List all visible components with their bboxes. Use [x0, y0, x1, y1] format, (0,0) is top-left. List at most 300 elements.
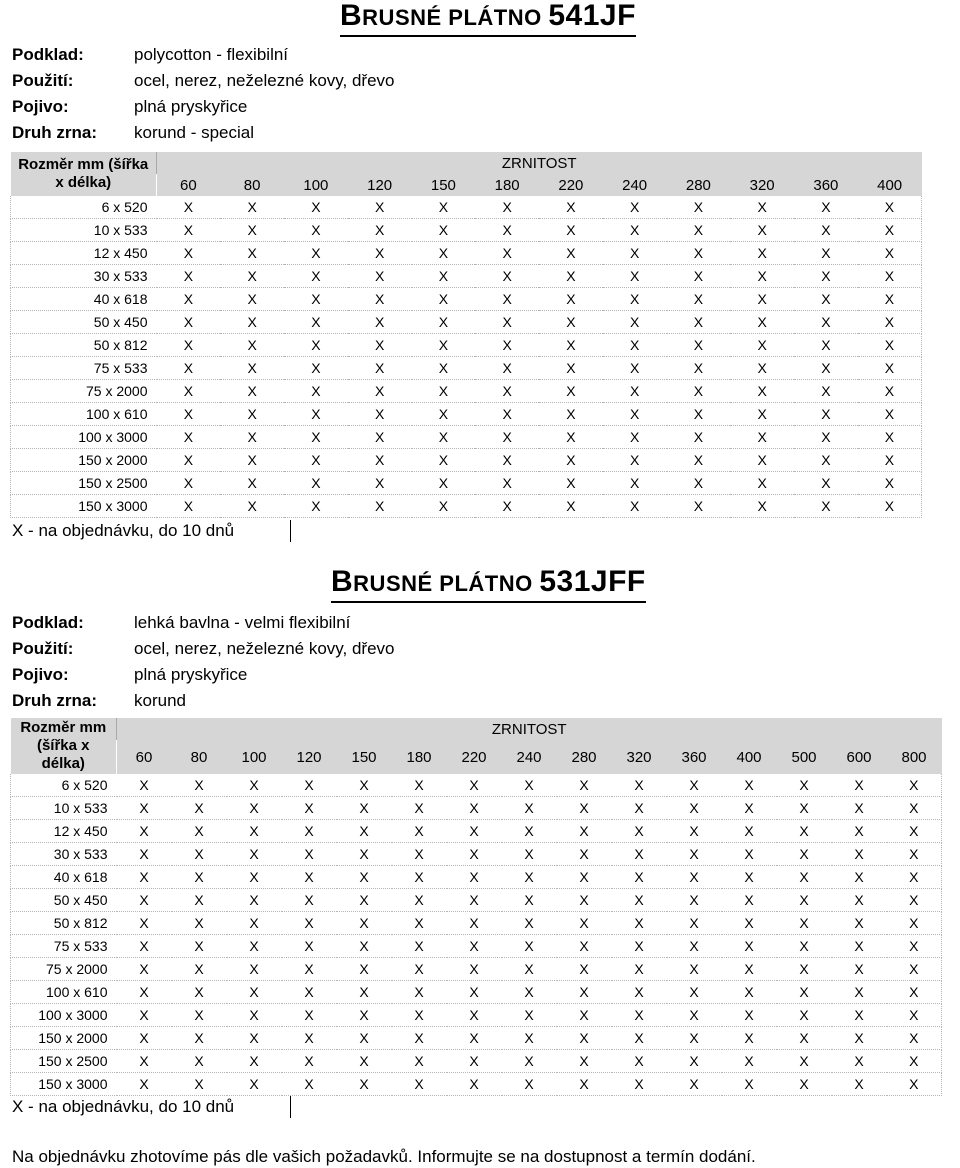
availability-cell: X: [603, 472, 667, 495]
size-cell: 75 x 2000: [11, 380, 157, 403]
availability-cell: X: [832, 1073, 887, 1096]
availability-cell: X: [502, 843, 557, 866]
availability-cell: X: [730, 357, 794, 380]
grit-header-cell: 150: [412, 174, 476, 196]
grit-header-cell: 100: [227, 740, 282, 774]
table-row: [11, 311, 922, 334]
availability-cell: X: [502, 820, 557, 843]
spec-row: [12, 636, 395, 662]
availability-cell: X: [722, 958, 777, 981]
spec-row: [12, 42, 395, 68]
availability-cell: X: [887, 958, 942, 981]
availability-cell: X: [282, 797, 337, 820]
text-cursor: [290, 1096, 291, 1118]
availability-cell: X: [887, 866, 942, 889]
grit-header-cell: 360: [794, 174, 858, 196]
availability-cell: X: [412, 288, 476, 311]
availability-cell: X: [667, 1027, 722, 1050]
availability-cell: X: [730, 449, 794, 472]
table-row: [11, 265, 922, 288]
availability-cell: X: [667, 495, 731, 518]
availability-cell: X: [172, 958, 227, 981]
size-cell: 100 x 610: [11, 403, 157, 426]
availability-cell: X: [392, 1073, 447, 1096]
availability-cell: X: [475, 311, 539, 334]
availability-cell: X: [667, 472, 731, 495]
spec-value: lehká bavlna - velmi flexibilní: [134, 613, 351, 632]
availability-cell: X: [730, 242, 794, 265]
size-cell: 10 x 533: [11, 797, 117, 820]
availability-cell: X: [475, 403, 539, 426]
title-code: 541JF: [548, 0, 636, 32]
table-row: [11, 242, 922, 265]
availability-cell: X: [612, 981, 667, 1004]
availability-cell: X: [777, 981, 832, 1004]
spec-value: plná pryskyřice: [134, 97, 248, 116]
availability-cell: X: [557, 1050, 612, 1073]
availability-cell: X: [117, 935, 172, 958]
availability-cell: X: [172, 797, 227, 820]
grit-header-cell: 500: [777, 740, 832, 774]
availability-cell: X: [227, 843, 282, 866]
availability-cell: X: [117, 1050, 172, 1073]
availability-cell: X: [612, 958, 667, 981]
grit-header-row: [11, 740, 942, 774]
table-row: [11, 981, 942, 1004]
availability-cell: X: [502, 774, 557, 797]
availability-cell: X: [117, 820, 172, 843]
grit-header-cell: 220: [539, 174, 603, 196]
availability-cell: X: [858, 334, 922, 357]
availability-cell: X: [348, 265, 412, 288]
spec-row: [12, 68, 395, 94]
availability-cell: X: [337, 1073, 392, 1096]
availability-cell: X: [730, 311, 794, 334]
spec-row: [12, 610, 395, 636]
availability-cell: X: [612, 1027, 667, 1050]
availability-cell: X: [794, 449, 858, 472]
availability-cell: X: [777, 958, 832, 981]
availability-cell: X: [794, 242, 858, 265]
availability-cell: X: [557, 820, 612, 843]
availability-cell: X: [172, 843, 227, 866]
size-cell: 50 x 812: [11, 912, 117, 935]
table-row: [11, 334, 922, 357]
size-cell: 150 x 3000: [11, 1073, 117, 1096]
grit-header-cell: 400: [858, 174, 922, 196]
spec-value: korund: [134, 691, 186, 710]
availability-cell: X: [282, 1004, 337, 1027]
availability-cell: X: [722, 797, 777, 820]
availability-cell: X: [612, 935, 667, 958]
availability-cell: X: [475, 334, 539, 357]
availability-cell: X: [858, 288, 922, 311]
availability-cell: X: [667, 380, 731, 403]
availability-cell: X: [220, 288, 284, 311]
availability-cell: X: [282, 889, 337, 912]
availability-cell: X: [227, 1073, 282, 1096]
grit-header-cell: 120: [348, 174, 412, 196]
availability-cell: X: [475, 219, 539, 242]
size-cell: 40 x 618: [11, 866, 117, 889]
spec-label: Pojivo:: [12, 97, 69, 116]
availability-cell: X: [282, 935, 337, 958]
availability-cell: X: [667, 774, 722, 797]
availability-cell: X: [858, 426, 922, 449]
size-cell: 30 x 533: [11, 265, 157, 288]
availability-cell: X: [282, 958, 337, 981]
table-row: [11, 889, 942, 912]
availability-cell: X: [539, 495, 603, 518]
table-row: [11, 357, 922, 380]
availability-cell: X: [730, 219, 794, 242]
title-code: 531JFF: [539, 565, 646, 598]
text-cursor: [290, 520, 291, 542]
availability-cell: X: [220, 495, 284, 518]
availability-cell: X: [858, 472, 922, 495]
availability-cell: X: [794, 311, 858, 334]
availability-cell: X: [157, 495, 221, 518]
grit-header-cell: 100: [284, 174, 348, 196]
availability-cell: X: [157, 219, 221, 242]
availability-cell: X: [282, 774, 337, 797]
availability-cell: X: [412, 334, 476, 357]
availability-cell: X: [337, 1050, 392, 1073]
availability-cell: X: [722, 866, 777, 889]
table-row: [11, 380, 922, 403]
availability-cell: X: [284, 196, 348, 219]
availability-cell: X: [832, 820, 887, 843]
table-row: [11, 866, 942, 889]
size-cell: 6 x 520: [11, 196, 157, 219]
availability-cell: X: [539, 311, 603, 334]
availability-cell: X: [220, 449, 284, 472]
availability-cell: X: [220, 242, 284, 265]
availability-cell: X: [858, 196, 922, 219]
availability-cell: X: [603, 495, 667, 518]
availability-cell: X: [832, 958, 887, 981]
availability-cell: X: [730, 334, 794, 357]
footer-note: Na objednávku zhotovíme pás dle vašich požadavků. Informujte se na dostupnost a termín dodání.: [12, 1147, 756, 1166]
availability-cell: X: [777, 935, 832, 958]
table-row: [11, 843, 942, 866]
availability-cell: X: [227, 935, 282, 958]
title-text: RUSNÉ PLÁTNO: [362, 5, 549, 30]
availability-cell: X: [412, 311, 476, 334]
availability-cell: X: [794, 288, 858, 311]
availability-cell: X: [348, 426, 412, 449]
availability-cell: X: [412, 403, 476, 426]
availability-cell: X: [348, 472, 412, 495]
grit-header-cell: 80: [172, 740, 227, 774]
availability-cell: X: [667, 1050, 722, 1073]
availability-cell: X: [722, 820, 777, 843]
availability-cell: X: [832, 1004, 887, 1027]
size-header-line: délka): [41, 755, 85, 772]
availability-cell: X: [227, 797, 282, 820]
availability-cell: X: [392, 843, 447, 866]
availability-cell: X: [722, 1073, 777, 1096]
spec-label: Druh zrna:: [12, 691, 97, 710]
availability-cell: X: [157, 403, 221, 426]
availability-cell: X: [220, 403, 284, 426]
availability-cell: X: [447, 1050, 502, 1073]
availability-cell: X: [157, 311, 221, 334]
availability-cell: X: [722, 774, 777, 797]
availability-cell: X: [794, 357, 858, 380]
availability-cell: X: [667, 426, 731, 449]
size-cell: 75 x 2000: [11, 958, 117, 981]
availability-cell: X: [557, 866, 612, 889]
availability-cell: X: [832, 774, 887, 797]
availability-cell: X: [832, 912, 887, 935]
availability-cell: X: [337, 935, 392, 958]
spec-label: Podklad:: [12, 45, 84, 64]
availability-cell: X: [412, 196, 476, 219]
availability-cell: X: [722, 889, 777, 912]
availability-cell: X: [777, 774, 832, 797]
availability-cell: X: [612, 820, 667, 843]
availability-cell: X: [412, 472, 476, 495]
availability-cell: X: [117, 866, 172, 889]
availability-cell: X: [412, 449, 476, 472]
availability-cell: X: [348, 449, 412, 472]
availability-cell: X: [157, 334, 221, 357]
availability-cell: X: [447, 935, 502, 958]
availability-cell: X: [603, 219, 667, 242]
size-cell: 150 x 2000: [11, 1027, 117, 1050]
availability-cell: X: [502, 981, 557, 1004]
availability-cell: X: [172, 1027, 227, 1050]
availability-cell: X: [348, 357, 412, 380]
availability-cell: X: [502, 797, 557, 820]
availability-cell: X: [157, 380, 221, 403]
spec-row: [12, 120, 395, 146]
availability-cell: X: [777, 889, 832, 912]
table-row: [11, 1073, 942, 1096]
availability-cell: X: [722, 981, 777, 1004]
availability-cell: X: [557, 958, 612, 981]
availability-cell: X: [722, 1004, 777, 1027]
availability-cell: X: [777, 820, 832, 843]
availability-cell: X: [117, 981, 172, 1004]
availability-cell: X: [412, 426, 476, 449]
availability-cell: X: [612, 774, 667, 797]
availability-cell: X: [667, 820, 722, 843]
availability-cell: X: [557, 1073, 612, 1096]
grit-header-cell: 240: [603, 174, 667, 196]
availability-cell: X: [348, 242, 412, 265]
availability-cell: X: [794, 219, 858, 242]
availability-cell: X: [858, 403, 922, 426]
grit-header-cell: 280: [667, 174, 731, 196]
availability-cell: X: [777, 912, 832, 935]
availability-cell: X: [502, 1050, 557, 1073]
availability-cell: X: [227, 774, 282, 797]
availability-cell: X: [117, 958, 172, 981]
availability-cell: X: [730, 472, 794, 495]
availability-cell: X: [284, 288, 348, 311]
availability-cell: X: [172, 1073, 227, 1096]
availability-cell: X: [475, 196, 539, 219]
availability-cell: X: [603, 334, 667, 357]
availability-cell: X: [284, 219, 348, 242]
title-initial: B: [331, 565, 354, 598]
availability-cell: X: [117, 1027, 172, 1050]
availability-cell: X: [539, 472, 603, 495]
size-cell: 150 x 2500: [11, 472, 157, 495]
availability-cell: X: [832, 981, 887, 1004]
availability-cell: X: [603, 196, 667, 219]
availability-cell: X: [539, 449, 603, 472]
table-header-row: [11, 152, 922, 174]
availability-cell: X: [887, 1050, 942, 1073]
availability-cell: X: [447, 889, 502, 912]
availability-cell: X: [117, 1004, 172, 1027]
availability-cell: X: [612, 797, 667, 820]
availability-cell: X: [603, 288, 667, 311]
availability-cell: X: [447, 843, 502, 866]
spec-list: [12, 42, 395, 146]
table-row: [11, 797, 942, 820]
table-row: [11, 820, 942, 843]
section-title: [331, 567, 646, 603]
availability-cell: X: [348, 495, 412, 518]
availability-cell: X: [887, 981, 942, 1004]
size-cell: 30 x 533: [11, 843, 117, 866]
availability-cell: X: [502, 958, 557, 981]
availability-cell: X: [612, 866, 667, 889]
grit-header-cell: 320: [612, 740, 667, 774]
availability-cell: X: [337, 912, 392, 935]
availability-cell: X: [220, 334, 284, 357]
availability-cell: X: [475, 495, 539, 518]
availability-cell: X: [832, 1027, 887, 1050]
availability-cell: X: [858, 219, 922, 242]
availability-cell: X: [117, 797, 172, 820]
availability-cell: X: [412, 265, 476, 288]
availability-cell: X: [412, 219, 476, 242]
availability-cell: X: [887, 797, 942, 820]
product-table: [10, 718, 942, 1096]
availability-cell: X: [284, 403, 348, 426]
availability-cell: X: [887, 1004, 942, 1027]
section-title: [340, 1, 636, 37]
availability-cell: X: [667, 981, 722, 1004]
availability-cell: X: [557, 797, 612, 820]
availability-cell: X: [337, 1027, 392, 1050]
table-row: [11, 219, 922, 242]
availability-cell: X: [220, 426, 284, 449]
availability-cell: X: [794, 196, 858, 219]
availability-cell: X: [172, 866, 227, 889]
availability-cell: X: [539, 357, 603, 380]
availability-cell: X: [612, 912, 667, 935]
availability-cell: X: [392, 935, 447, 958]
availability-cell: X: [348, 311, 412, 334]
availability-cell: X: [447, 912, 502, 935]
title-text: RUSNÉ PLÁTNO: [353, 571, 540, 596]
availability-cell: X: [794, 495, 858, 518]
availability-cell: X: [227, 958, 282, 981]
availability-cell: X: [557, 843, 612, 866]
availability-cell: X: [220, 311, 284, 334]
table-row: [11, 1050, 942, 1073]
availability-cell: X: [227, 889, 282, 912]
size-cell: 75 x 533: [11, 935, 117, 958]
availability-cell: X: [117, 774, 172, 797]
availability-cell: X: [539, 334, 603, 357]
availability-cell: X: [220, 265, 284, 288]
grit-header-cell: 600: [832, 740, 887, 774]
availability-cell: X: [667, 1004, 722, 1027]
spec-value: polycotton - flexibilní: [134, 45, 289, 64]
availability-cell: X: [557, 935, 612, 958]
availability-cell: X: [667, 449, 731, 472]
size-cell: 100 x 610: [11, 981, 117, 1004]
grit-header-cell: 120: [282, 740, 337, 774]
availability-cell: X: [557, 1004, 612, 1027]
availability-cell: X: [502, 889, 557, 912]
availability-cell: X: [502, 866, 557, 889]
availability-cell: X: [284, 242, 348, 265]
availability-cell: X: [392, 1027, 447, 1050]
availability-cell: X: [348, 196, 412, 219]
availability-cell: X: [337, 1004, 392, 1027]
availability-cell: X: [777, 797, 832, 820]
availability-cell: X: [475, 288, 539, 311]
size-header-line: x délka): [55, 174, 112, 191]
table-row: [11, 288, 922, 311]
availability-cell: X: [282, 1073, 337, 1096]
grit-header-cell: 280: [557, 740, 612, 774]
availability-cell: X: [858, 449, 922, 472]
availability-cell: X: [603, 380, 667, 403]
grit-header-cell: 60: [117, 740, 172, 774]
order-note: X - na objednávku, do 10 dnů: [12, 521, 235, 540]
availability-cell: X: [337, 774, 392, 797]
order-note: X - na objednávku, do 10 dnů: [12, 1097, 235, 1116]
table-row: [11, 958, 942, 981]
availability-cell: X: [557, 981, 612, 1004]
availability-cell: X: [227, 1004, 282, 1027]
size-header-line: (šířka x: [36, 737, 90, 754]
size-cell: 75 x 533: [11, 357, 157, 380]
size-header-line: Rozměr mm (šířka: [18, 156, 149, 173]
availability-cell: X: [172, 889, 227, 912]
availability-cell: X: [220, 380, 284, 403]
availability-cell: X: [794, 265, 858, 288]
availability-cell: X: [117, 1073, 172, 1096]
size-cell: 40 x 618: [11, 288, 157, 311]
size-cell: 50 x 812: [11, 334, 157, 357]
availability-cell: X: [539, 196, 603, 219]
availability-cell: X: [475, 265, 539, 288]
availability-cell: X: [282, 820, 337, 843]
availability-cell: X: [412, 242, 476, 265]
availability-cell: X: [667, 242, 731, 265]
availability-cell: X: [667, 958, 722, 981]
grit-group-header: ZRNITOST: [157, 152, 922, 174]
product-table: [10, 152, 922, 518]
grit-header-cell: 180: [392, 740, 447, 774]
availability-cell: X: [557, 889, 612, 912]
availability-cell: X: [475, 449, 539, 472]
spec-row: [12, 688, 395, 714]
availability-cell: X: [667, 797, 722, 820]
availability-cell: X: [777, 843, 832, 866]
table-row: [11, 495, 922, 518]
